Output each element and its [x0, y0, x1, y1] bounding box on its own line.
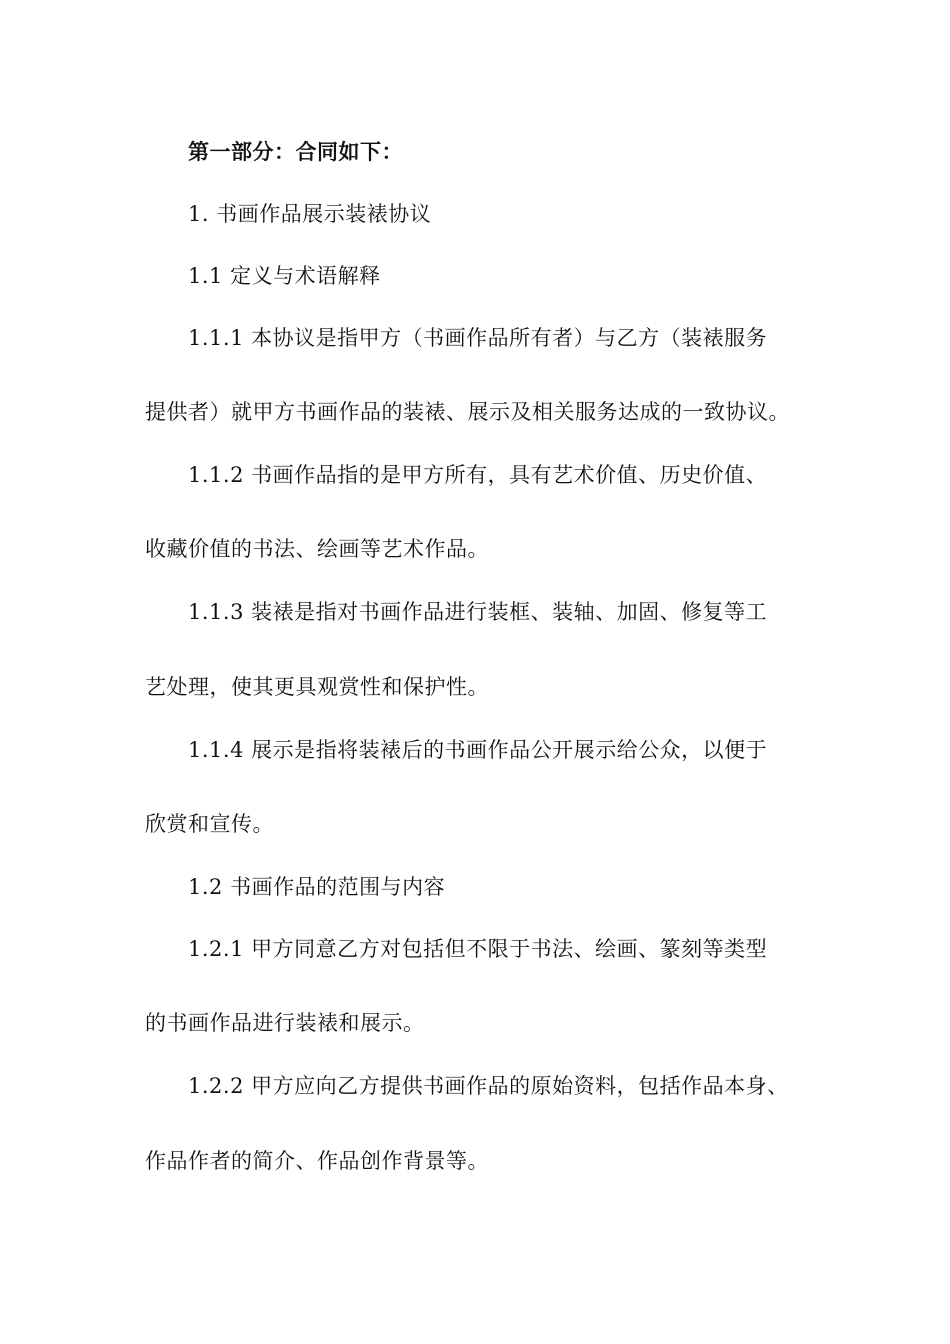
clause-1-2-2-line-1: 1.2.2 甲方应向乙方提供书画作品的原始资料，包括作品本身、 — [188, 1074, 789, 1098]
clause-1-1-1-line-2: 提供者）就甲方书画作品的装裱、展示及相关服务达成的一致协议。 — [145, 400, 790, 424]
subsection-title: 1.2 书画作品的范围与内容 — [188, 875, 446, 899]
clause-1-2-2-line-2: 作品作者的简介、作品创作背景等。 — [145, 1149, 489, 1173]
clause-1-2-1-line-2: 的书画作品进行装裱和展示。 — [145, 1011, 425, 1035]
clause-1-1-4-line-1: 1.1.4 展示是指将装裱后的书画作品公开展示给公众，以便于 — [188, 738, 768, 762]
clause-1-2-1-line-1: 1.2.1 甲方同意乙方对包括但不限于书法、绘画、篆刻等类型 — [188, 937, 768, 961]
clause-1-1-2-line-2: 收藏价值的书法、绘画等艺术作品。 — [145, 537, 489, 561]
subsection-title: 1.1 定义与术语解释 — [188, 264, 381, 288]
part-heading: 第一部分：合同如下： — [188, 140, 403, 164]
clause-1-1-3-line-2: 艺处理，使其更具观赏性和保护性。 — [145, 675, 489, 699]
clause-1-1-4-line-2: 欣赏和宣传。 — [145, 812, 274, 836]
clause-1-1-2-line-1: 1.1.2 书画作品指的是甲方所有，具有艺术价值、历史价值、 — [188, 463, 768, 487]
section-title: 1. 书画作品展示装裱协议 — [188, 202, 432, 226]
clause-1-1-3-line-1: 1.1.3 装裱是指对书画作品进行装框、装轴、加固、修复等工 — [188, 600, 768, 624]
clause-1-1-1-line-1: 1.1.1 本协议是指甲方（书画作品所有者）与乙方（装裱服务 — [188, 326, 768, 350]
